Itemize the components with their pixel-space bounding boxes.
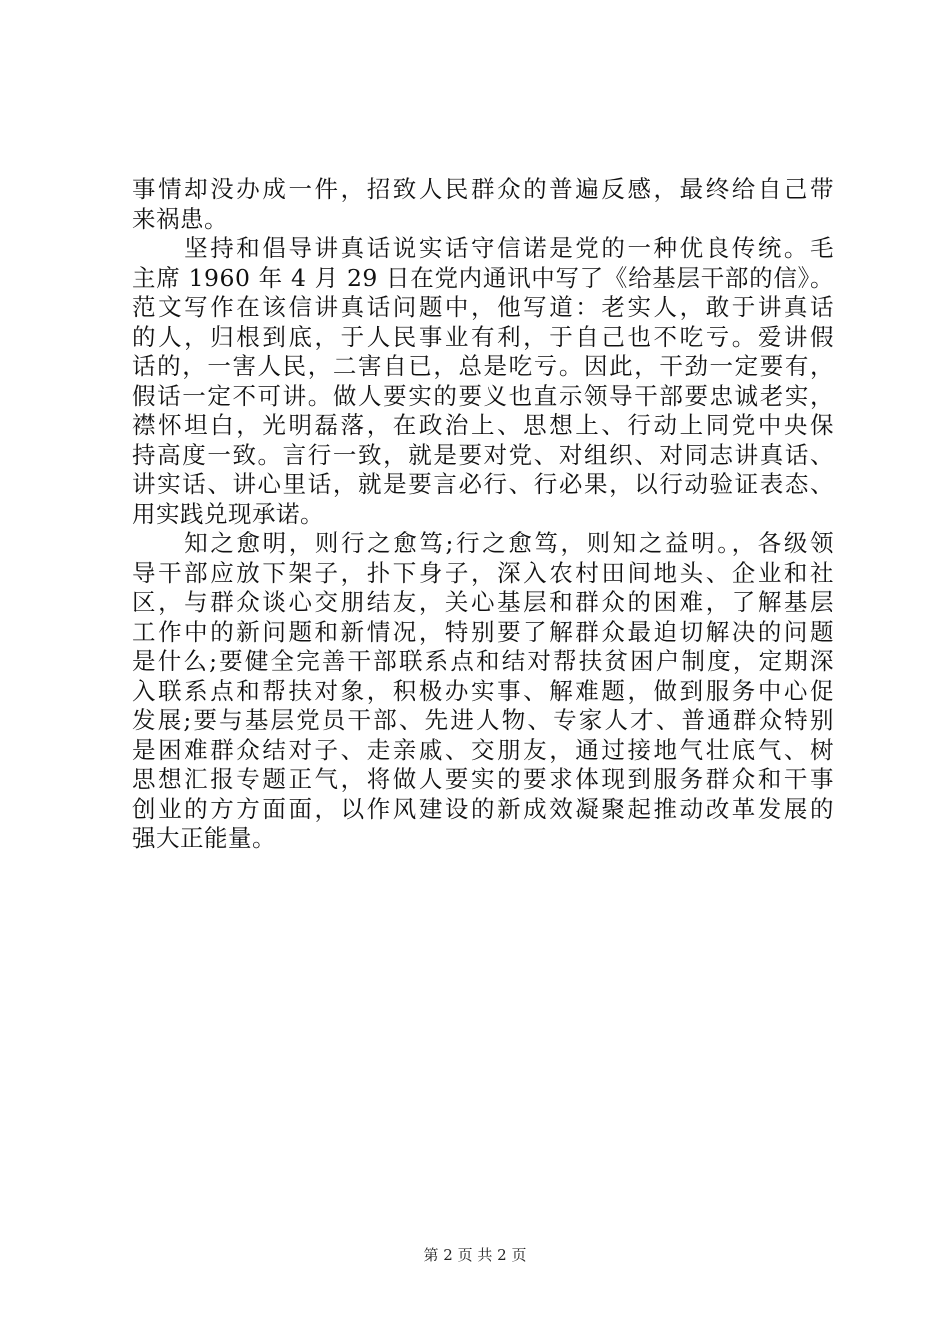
text-line: 事情却没办成一件，招致人民群众的普遍反感，最终给自己带 [132, 175, 834, 203]
text-line: 是什么;要健全完善干部联系点和结对帮扶贫困户制度，定期深 [132, 647, 834, 675]
text-line: 发展;要与基层党员干部、先进人物、专家人才、普通群众特别 [132, 706, 834, 734]
text-line: 知之愈明，则行之愈笃;行之愈笃，则知之益明。，各级领 [132, 529, 834, 557]
document-body [132, 175, 834, 854]
text-line: 区，与群众谈心交朋结友，关心基层和群众的困难，了解基层 [132, 588, 834, 616]
text-line: 讲实话、讲心里话，就是要言必行、行必果，以行动验证表态、 [132, 470, 834, 498]
text-line: 强大正能量。 [132, 824, 276, 852]
text-line: 持高度一致。言行一致，就是要对党、对组织、对同志讲真话、 [132, 440, 834, 469]
text-line: 导干部应放下架子，扑下身子，深入农村田间地头、企业和社 [132, 558, 834, 587]
text-line: 是困难群众结对子、走亲戚、交朋友，通过接地气壮底气、树 [132, 735, 834, 764]
text-line: 用实践兑现承诺。 [132, 499, 324, 528]
text-line: 主席 1960 年 4 月 29 日在党内通讯中写了《给基层干部的信》。 [132, 263, 834, 292]
text-line: 襟怀坦白，光明磊落，在政治上、思想上、行动上同党中央保 [132, 411, 834, 439]
text-line: 创业的方方面面，以作风建设的新成效凝聚起推动改革发展的 [132, 794, 834, 823]
text-line: 工作中的新问题和新情况，特别要了解群众最迫切解决的问题 [132, 617, 834, 646]
text-line: 假话一定不可讲。做人要实的要义也直示领导干部要忠诚老实， [132, 381, 834, 410]
text-line: 范文写作在该信讲真话问题中，他写道：老实人，敢于讲真话 [132, 293, 834, 321]
text-line: 思想汇报专题正气，将做人要实的要求体现到服务群众和干事 [132, 765, 834, 793]
text-line: 的人，归根到底，于人民事业有利，于自己也不吃亏。爱讲假 [132, 322, 834, 351]
text-line: 坚持和倡导讲真话说实话守信诺是党的一种优良传统。毛 [132, 234, 834, 262]
page-footer: 第 2 页 共 2 页 [423, 1246, 527, 1264]
text-line: 话的，一害人民，二害自已，总是吃亏。因此，干劲一定要有， [132, 352, 834, 380]
text-line: 入联系点和帮扶对象，积极办实事、解难题，做到服务中心促 [132, 676, 834, 705]
text-line: 来祸患。 [132, 204, 228, 233]
